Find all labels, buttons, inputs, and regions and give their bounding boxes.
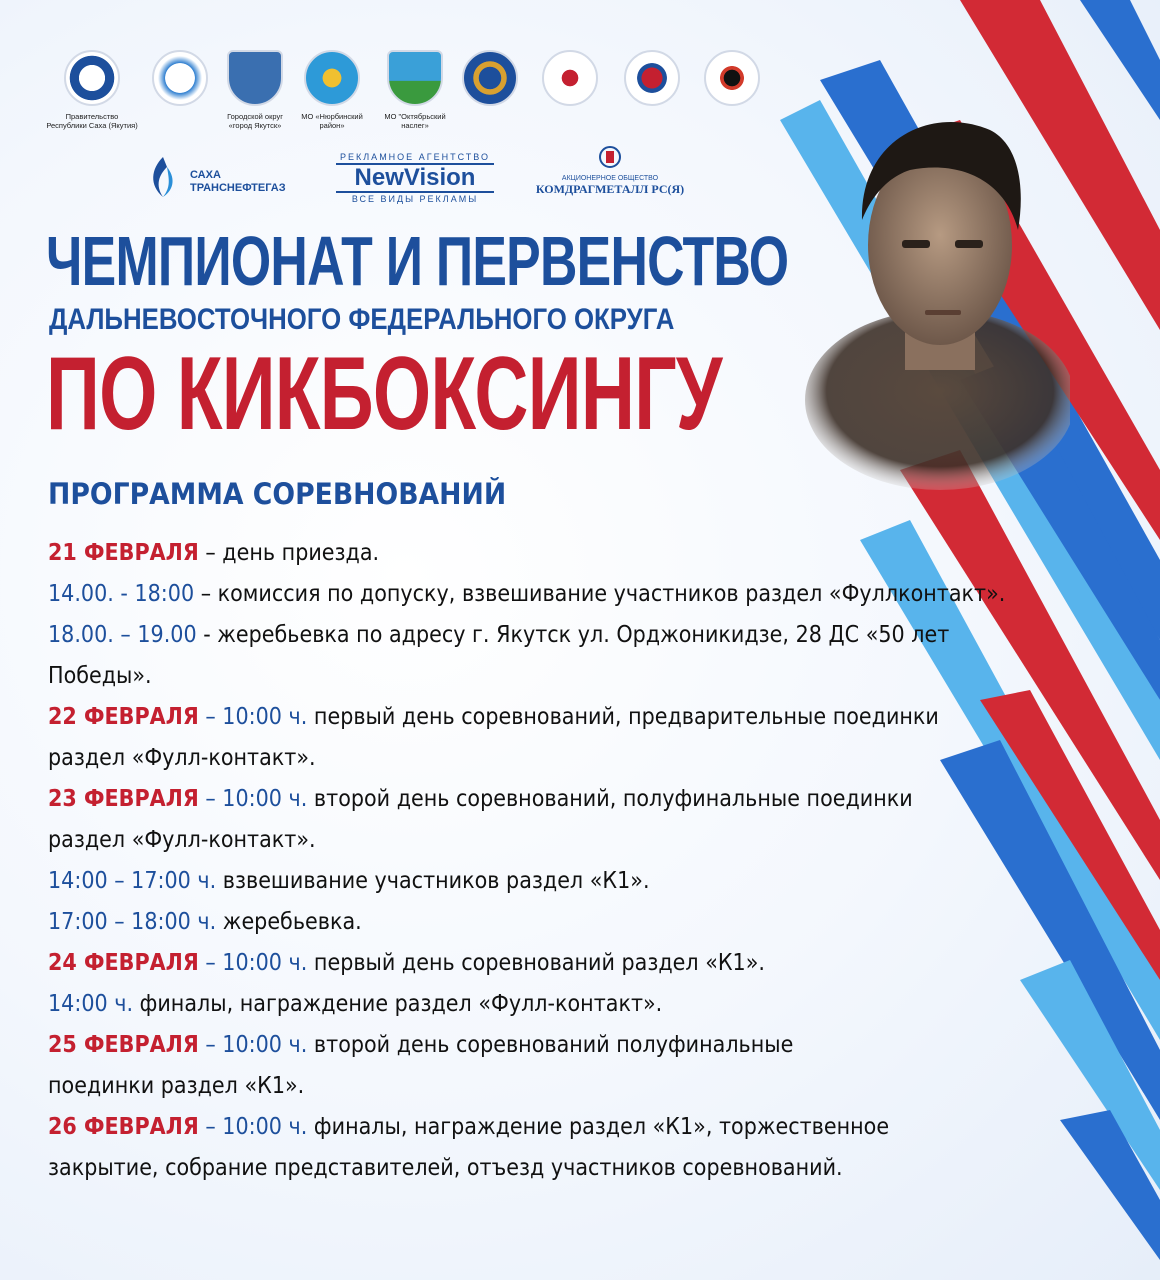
schedule-time: 14:00 ч. [48, 991, 134, 1017]
logo-caption: наслег» [401, 121, 429, 130]
coat-of-arms-icon [304, 50, 360, 106]
schedule-text: – комиссия по допуску, взвешивание участников раздел «Фуллконтакт». [194, 581, 1006, 607]
logo-caption: Республики Саха (Якутия) [46, 121, 138, 130]
schedule-line [48, 779, 1020, 820]
sponsor-name: NewVision [336, 163, 494, 193]
sponsor-name: КОМДРАГМЕТАЛЛ РС(Я) [535, 182, 685, 196]
program-heading: ПРОГРАММА СОРЕВНОВАНИЙ [48, 477, 507, 511]
schedule-text: взвешивание участников раздел «К1». [216, 868, 650, 894]
sponsor-name: ТРАНСНЕФТЕГАЗ [190, 182, 286, 194]
schedule-line [48, 902, 1020, 943]
coat-of-arms-icon [387, 50, 443, 106]
title-district: ДАЛЬНЕВОСТОЧНОГО ФЕДЕРАЛЬНОГО ОКРУГА [49, 303, 675, 336]
schedule-line [48, 1066, 1020, 1107]
logo-caption: Городской округ [227, 112, 283, 121]
schedule-line [48, 738, 1020, 779]
schedule-time: – 10:00 ч. [198, 1114, 308, 1140]
emblem-icon [624, 50, 680, 106]
schedule-date: 22 ФЕВРАЛЯ [48, 704, 199, 730]
portrait-photo [790, 100, 1070, 490]
emblem-icon [542, 50, 598, 106]
emblem-icon [704, 50, 760, 106]
logo-caption: «город Якутск» [228, 121, 282, 130]
logo-caption: Правительство [65, 112, 119, 121]
coat-of-arms-icon [227, 50, 283, 106]
logo-caption: МО "Октябрьский [384, 112, 446, 121]
schedule-line [48, 1148, 1020, 1189]
title-championship: ЧЕМПИОНАТ И ПЕРВЕНСТВО [46, 222, 789, 300]
sponsor-newvision [330, 152, 500, 207]
schedule-text: финалы, награждение раздел «Фулл-контакт». [133, 991, 663, 1017]
sponsor-subtitle: АКЦИОНЕРНОЕ ОБЩЕСТВО [561, 175, 659, 182]
schedule-time: 18.00. – 19.00 [48, 622, 197, 648]
schedule-time: 17:00 – 18:00 ч. [48, 909, 217, 935]
emblem-icon [64, 50, 120, 106]
schedule-text: финалы, награждение раздел «К1», торжественное [307, 1114, 890, 1140]
schedule-line [48, 574, 1020, 615]
schedule-list [48, 533, 1128, 1189]
schedule-text: второй день соревнований полуфинальные [307, 1032, 794, 1058]
schedule-line [48, 943, 1020, 984]
schedule-date: 25 ФЕВРАЛЯ [48, 1032, 199, 1058]
schedule-text: - жеребьевка по адресу г. Якутск ул. Орджоникидзе, 28 ДС «50 лет [196, 622, 950, 648]
logo-caption: район» [319, 121, 345, 130]
flame-icon [145, 155, 181, 199]
schedule-text: закрытие, собрание представителей, отъезд участников соревнований. [48, 1155, 843, 1181]
partner-logos [40, 50, 800, 150]
sponsor-name: САХА [190, 169, 221, 181]
emblem-icon [152, 50, 208, 106]
logo-caption: МО «Нюрбинский [301, 112, 363, 121]
title-kickboxing: ПО КИКБОКСИНГУ [46, 336, 722, 452]
schedule-text: раздел «Фулл-контакт». [48, 827, 316, 853]
schedule-line [48, 1107, 1020, 1148]
schedule-text: второй день соревнований, полуфинальные поединки [307, 786, 913, 812]
schedule-date: 24 ФЕВРАЛЯ [48, 950, 199, 976]
schedule-text: раздел «Фулл-контакт». [48, 745, 316, 771]
schedule-text: Победы». [48, 663, 152, 689]
schedule-time: – 10:00 ч. [198, 786, 308, 812]
logo-kickboxing-federation [682, 50, 782, 106]
schedule-time: 14:00 – 17:00 ч. [48, 868, 217, 894]
schedule-date: 26 ФЕВРАЛЯ [48, 1114, 199, 1140]
schedule-line [48, 820, 1020, 861]
schedule-time: – 10:00 ч. [198, 704, 308, 730]
sponsor-komdragmetall [525, 146, 695, 206]
schedule-date: 21 ФЕВРАЛЯ [48, 540, 199, 566]
logo-sakha-government [42, 50, 142, 130]
schedule-text: жеребьевка. [216, 909, 362, 935]
sponsor-subtitle: ВСЕ ВИДЫ РЕКЛАМЫ [351, 194, 479, 204]
schedule-line [48, 861, 1020, 902]
schedule-text: первый день соревнований, предварительные поединки [307, 704, 939, 730]
emblem-icon [462, 50, 518, 106]
diamond-icon [599, 146, 621, 168]
schedule-time: 14.00. - 18:00 [48, 581, 195, 607]
schedule-time: – 10:00 ч. [198, 1032, 308, 1058]
schedule-line [48, 533, 1020, 574]
schedule-line [48, 615, 1020, 656]
sponsor-subtitle: РЕКЛАМНОЕ АГЕНТСТВО [340, 152, 490, 162]
schedule-date: 23 ФЕВРАЛЯ [48, 786, 199, 812]
schedule-text: первый день соревнований раздел «К1». [307, 950, 765, 976]
schedule-text: – день приезда. [198, 540, 380, 566]
schedule-line [48, 697, 1020, 738]
schedule-time: – 10:00 ч. [198, 950, 308, 976]
sponsor-sakhatransneftegaz [145, 155, 305, 200]
schedule-line [48, 656, 1020, 697]
schedule-line [48, 984, 1020, 1025]
schedule-line [48, 1025, 1020, 1066]
schedule-text: поединки раздел «К1». [48, 1073, 305, 1099]
